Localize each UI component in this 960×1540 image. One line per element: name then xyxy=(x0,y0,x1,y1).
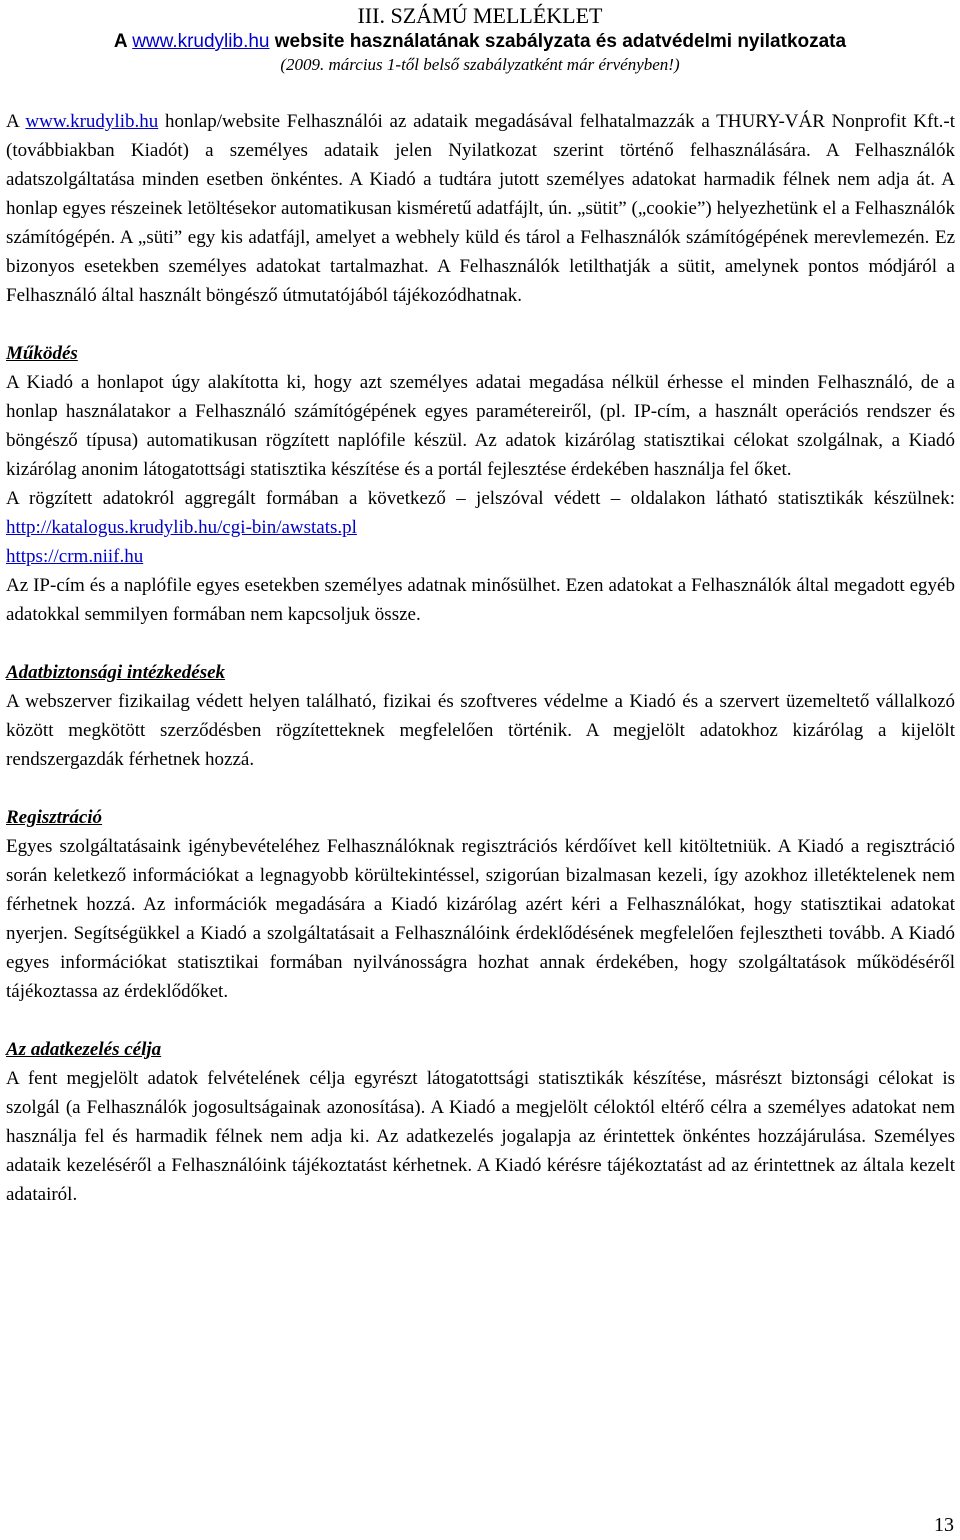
spacer xyxy=(6,310,955,339)
section-heading-regisztracio: Regisztráció xyxy=(6,807,103,828)
document-subtitle xyxy=(0,30,960,54)
regisztracio-paragraph: Egyes szolgáltatásaink igénybevételéhez Felhasználóknak regisztrációs kérdőívet kell kitöltetniük. A Kiadó a regisztráció során keletkező információkat a legnagyobb körültekintéssel, szigorúan bizalmasan kezeli, így azokhoz illetéktelenek nem férhetnek hozzá. Az információk megadására a Kiadó kizárólag azért kéri a Felhasználókat, hogy statisztikai adatokat nyerjen. Segítségükkel a Kiadó a szolgáltatásait a Felhasználóink érdeklődésének megfelelően fejlesztheti tovább. A Kiadó egyes információkat statisztikai formában nyilvánosságra hozhat annak érdekében, hogy szolgáltatások működéséről tájékoztassa az érdeklődőket. xyxy=(6,836,955,1002)
section-heading-adatbiztonsag: Adatbiztonsági intézkedések xyxy=(6,662,226,683)
document-body xyxy=(6,107,955,1209)
stats-intro-text: A rögzített adatokról aggregált formában a következő – jelszóval védett – oldalakon látható statisztikák készülnek: xyxy=(6,488,955,509)
mukodes-paragraph-2 xyxy=(6,484,955,571)
intro-website-link[interactable]: www.krudylib.hu xyxy=(25,111,159,132)
section-heading-celja: Az adatkezelés célja xyxy=(6,1039,162,1060)
crm-niif-link[interactable]: https://crm.niif.hu xyxy=(6,546,144,567)
awstats-link[interactable]: http://katalogus.krudylib.hu/cgi-bin/awstats.pl xyxy=(6,517,357,538)
subtitle-text: website használatának szabályzata és adatvédelmi nyilatkozata xyxy=(269,31,847,52)
spacer xyxy=(6,629,955,658)
document-header xyxy=(0,0,960,76)
subtitle-prefix: A xyxy=(113,31,133,52)
section-heading-mukodes: Működés xyxy=(6,343,78,364)
mukodes-paragraph-3: Az IP-cím és a naplófile egyes esetekben személyes adatnak minősülhet. Ezen adatokat a Felhasználók által megadott egyéb adatokkal semmilyen formában nem kapcsoljuk össze. xyxy=(6,575,955,625)
mukodes-paragraph-1: A Kiadó a honlapot úgy alakította ki, hogy azt személyes adatai megadása nélkül érhesse el minden Felhasználó, de a honlap használatakor a Felhasználó számítógépének egyes paramétereiről, (pl. IP-cím, a használt operációs rendszer és böngésző típusa) automatikusan rögzített naplófile készül. Az adatok kizárólag statisztikai célokat szolgálnak, a Kiadó kizárólag anonim látogatottsági statisztika készítése és a portál fejlesztése érdekében használja fel őket. xyxy=(6,372,955,480)
annex-title: III. SZÁMÚ MELLÉKLET xyxy=(357,3,603,28)
celja-paragraph: A fent megjelölt adatok felvételének célja egyrészt látogatottsági statisztikák készítése, másrészt biztonsági célokat is szolgál (a Felhasználók jogosultságainak azonosítása). A Kiadó a megjelölt céloktól eltérő célra a személyes adatokat nem használja fel és harmadik félnek nem adja ki. Az adatkezelés jogalapja az érintettek önkéntes hozzájárulása. Személyes adataik kezeléséről a Felhasználóink tájékoztatást kérhetnek. A Kiadó kérésre tájékoztatást ad az érintettnek az általa kezelt adatairól. xyxy=(6,1068,955,1205)
intro-text: honlap/website Felhasználói az adataik megadásával felhatalmazzák a THURY-VÁR Nonprofit Kft.-t (továbbiakban Kiadót) a személyes adataik jelen Nyilatkozat szerint történő felhasználására. A Felhasználók adatszolgáltatása minden esetben önkéntes. A Kiadó a tudtára jutott személyes adatokat harmadik félnek nem adja át. A honlap egyes részeinek letöltésekor automatikusan kisméretű adatfájlt, ún. „sütit” („cookie”) helyezhetünk el a Felhasználók számítógépén. A „süti” egy kis adatfájl, amelyet a webhely küld és tárol a Felhasználók számítógépének merevlemezén. Ez bizonyos esetekben személyes adatokat tartalmazhat. A Felhasználók letilthatják a sütit, amelynek pontos módjáról a Felhasználó által használt böngésző útmutatójából tájékozódhatnak. xyxy=(6,111,955,306)
intro-prefix: A xyxy=(6,111,26,132)
validity-note: (2009. március 1-től belső szabályzatként már érvényben!) xyxy=(280,55,680,74)
spacer xyxy=(6,774,955,803)
page-number: 13 xyxy=(934,1514,954,1536)
subtitle-website-link[interactable]: www.krudylib.hu xyxy=(132,31,270,52)
adatbiztonsag-paragraph: A webszerver fizikailag védett helyen található, fizikai és szoftveres védelme a Kiadó és a szervert üzemeltető vállalkozó között megkötött szerződésben rögzítetteknek megfelelően történik. A megjelölt adatokhoz kizárólag a kijelölt rendszergazdák férhetnek hozzá. xyxy=(6,691,955,770)
intro-paragraph xyxy=(6,107,955,310)
spacer xyxy=(6,1006,955,1035)
